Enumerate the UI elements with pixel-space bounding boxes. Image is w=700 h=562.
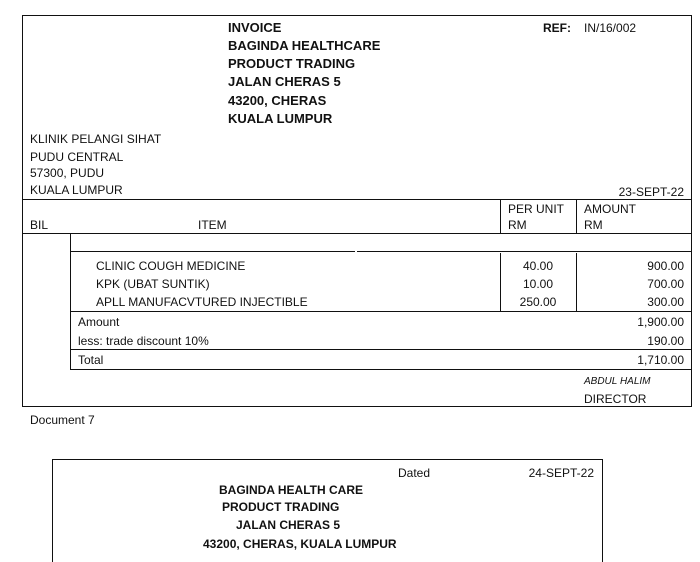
document2-address: 43200, CHERAS, KUALA LUMPUR bbox=[203, 537, 397, 551]
item-name: KPK (UBAT SUNTIK) bbox=[96, 277, 210, 291]
document2-dated-label: Dated bbox=[398, 466, 431, 480]
invoice-date: 23-SEPT-22 bbox=[618, 185, 684, 199]
header-amount-currency: RM bbox=[584, 218, 603, 232]
buyer-street: PUDU CENTRAL bbox=[30, 150, 124, 164]
buyer-postcode-city: 57300, PUDU bbox=[30, 166, 105, 180]
invoice-title: INVOICE bbox=[228, 20, 282, 35]
item-amount: 700.00 bbox=[647, 277, 684, 291]
seller-postcode-city: 43200, CHERAS bbox=[228, 93, 327, 108]
ref-value: IN/16/002 bbox=[584, 21, 637, 35]
signature: ABDUL HALIM bbox=[584, 376, 651, 387]
header-per-unit-currency: RM bbox=[508, 218, 527, 232]
total-label: Total bbox=[78, 353, 104, 367]
item-amount: 900.00 bbox=[647, 259, 684, 273]
document2-dated-value: 24-SEPT-22 bbox=[528, 466, 594, 480]
header-item: ITEM bbox=[198, 218, 227, 232]
discount-label: less: trade discount 10% bbox=[78, 334, 209, 348]
item-name: APLL MANUFACVTURED INJECTIBLE bbox=[96, 295, 308, 309]
seller-street: JALAN CHERAS 5 bbox=[228, 74, 341, 89]
item-per-unit: 10.00 bbox=[522, 277, 554, 291]
ref-label: REF: bbox=[543, 21, 571, 35]
item-amount: 300.00 bbox=[647, 295, 684, 309]
item-per-unit: 250.00 bbox=[519, 295, 557, 309]
seller-name-line2: PRODUCT TRADING bbox=[228, 56, 356, 71]
item-per-unit: 40.00 bbox=[522, 259, 554, 273]
header-bil: BIL bbox=[30, 218, 49, 232]
total-value: 1,710.00 bbox=[637, 353, 684, 367]
seller-name: BAGINDA HEALTHCARE bbox=[228, 38, 381, 53]
discount-value: 190.00 bbox=[647, 334, 684, 348]
item-name: CLINIC COUGH MEDICINE bbox=[96, 259, 246, 273]
document2-name-line2: PRODUCT TRADING bbox=[222, 500, 340, 514]
seller-state: KUALA LUMPUR bbox=[228, 111, 333, 126]
buyer-name: KLINIK PELANGI SIHAT bbox=[30, 132, 162, 146]
document2-street: JALAN CHERAS 5 bbox=[236, 518, 341, 532]
amount-value: 1,900.00 bbox=[637, 315, 684, 329]
header-amount: AMOUNT bbox=[584, 202, 636, 216]
header-per-unit: PER UNIT bbox=[508, 202, 565, 216]
buyer-state: KUALA LUMPUR bbox=[30, 183, 123, 197]
signer-title: DIRECTOR bbox=[584, 392, 647, 406]
document-label: Document 7 bbox=[30, 413, 95, 427]
amount-label: Amount bbox=[78, 315, 120, 329]
document2-name: BAGINDA HEALTH CARE bbox=[219, 483, 363, 497]
